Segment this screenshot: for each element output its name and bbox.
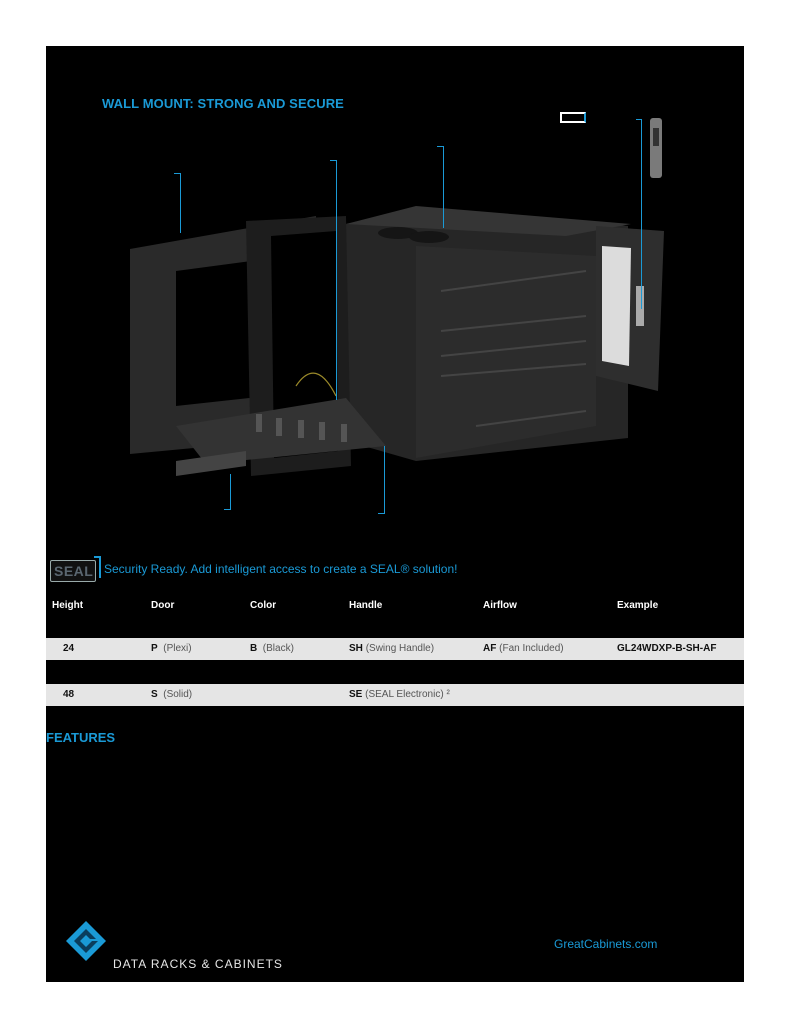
seal-logo-accent: [94, 556, 101, 578]
callout-line-left-top: [180, 173, 181, 233]
spec-page: [46, 46, 744, 982]
header-handle: Handle: [349, 600, 383, 611]
brand-name: DATA RACKS & CABINETS: [113, 957, 283, 971]
cell-door: S (Solid): [151, 689, 193, 700]
callout-tick-center: [330, 160, 337, 161]
seal-logo: [50, 560, 96, 582]
callout-marker-box: [560, 112, 586, 123]
table-row: [46, 684, 744, 706]
cell-height: 24: [63, 643, 75, 654]
brand-logo-icon: [64, 919, 108, 963]
website-link[interactable]: GreatCabinets.com: [554, 937, 658, 951]
header-color: Color: [250, 600, 277, 611]
seal-banner-text: Security Ready. Add intelligent access to create a SEAL® solution!: [104, 562, 458, 576]
cell-color: B (Black): [250, 643, 294, 654]
features-heading: FEATURES: [46, 730, 116, 745]
seal-banner: [46, 556, 744, 584]
callout-line-bottom-right: [384, 446, 385, 514]
callout-line-bottom-left: [230, 474, 231, 510]
seal-logo-label: SEAL: [54, 563, 94, 579]
cell-handle: SH (Swing Handle): [349, 643, 435, 654]
callout-tick-bottom-right: [378, 513, 385, 514]
cell-door: P (Plexi): [151, 643, 192, 654]
cell-airflow: AF (Fan Included): [483, 643, 564, 654]
callout-tick-top: [437, 146, 444, 147]
callout-tick-bottom-left: [224, 509, 231, 510]
callout-line-top: [443, 146, 444, 228]
wall-mount-cabinet-image: [46, 46, 744, 526]
callout-line-right: [641, 119, 642, 309]
table-row: [46, 638, 744, 660]
header-door: Door: [151, 600, 175, 611]
page-title: WALL MOUNT: STRONG AND SECURE: [102, 96, 344, 111]
cell-handle: SE (SEAL Electronic) ²: [349, 689, 450, 700]
callout-tick-right: [636, 119, 642, 120]
cell-example: GL24WDXP-B-SH-AF: [617, 643, 717, 654]
cell-height: 48: [63, 689, 75, 700]
header-height: Height: [52, 600, 84, 611]
header-example: Example: [617, 600, 659, 611]
callout-line-center: [336, 160, 337, 400]
header-airflow: Airflow: [483, 600, 517, 611]
callout-tick-left-top: [174, 173, 181, 174]
